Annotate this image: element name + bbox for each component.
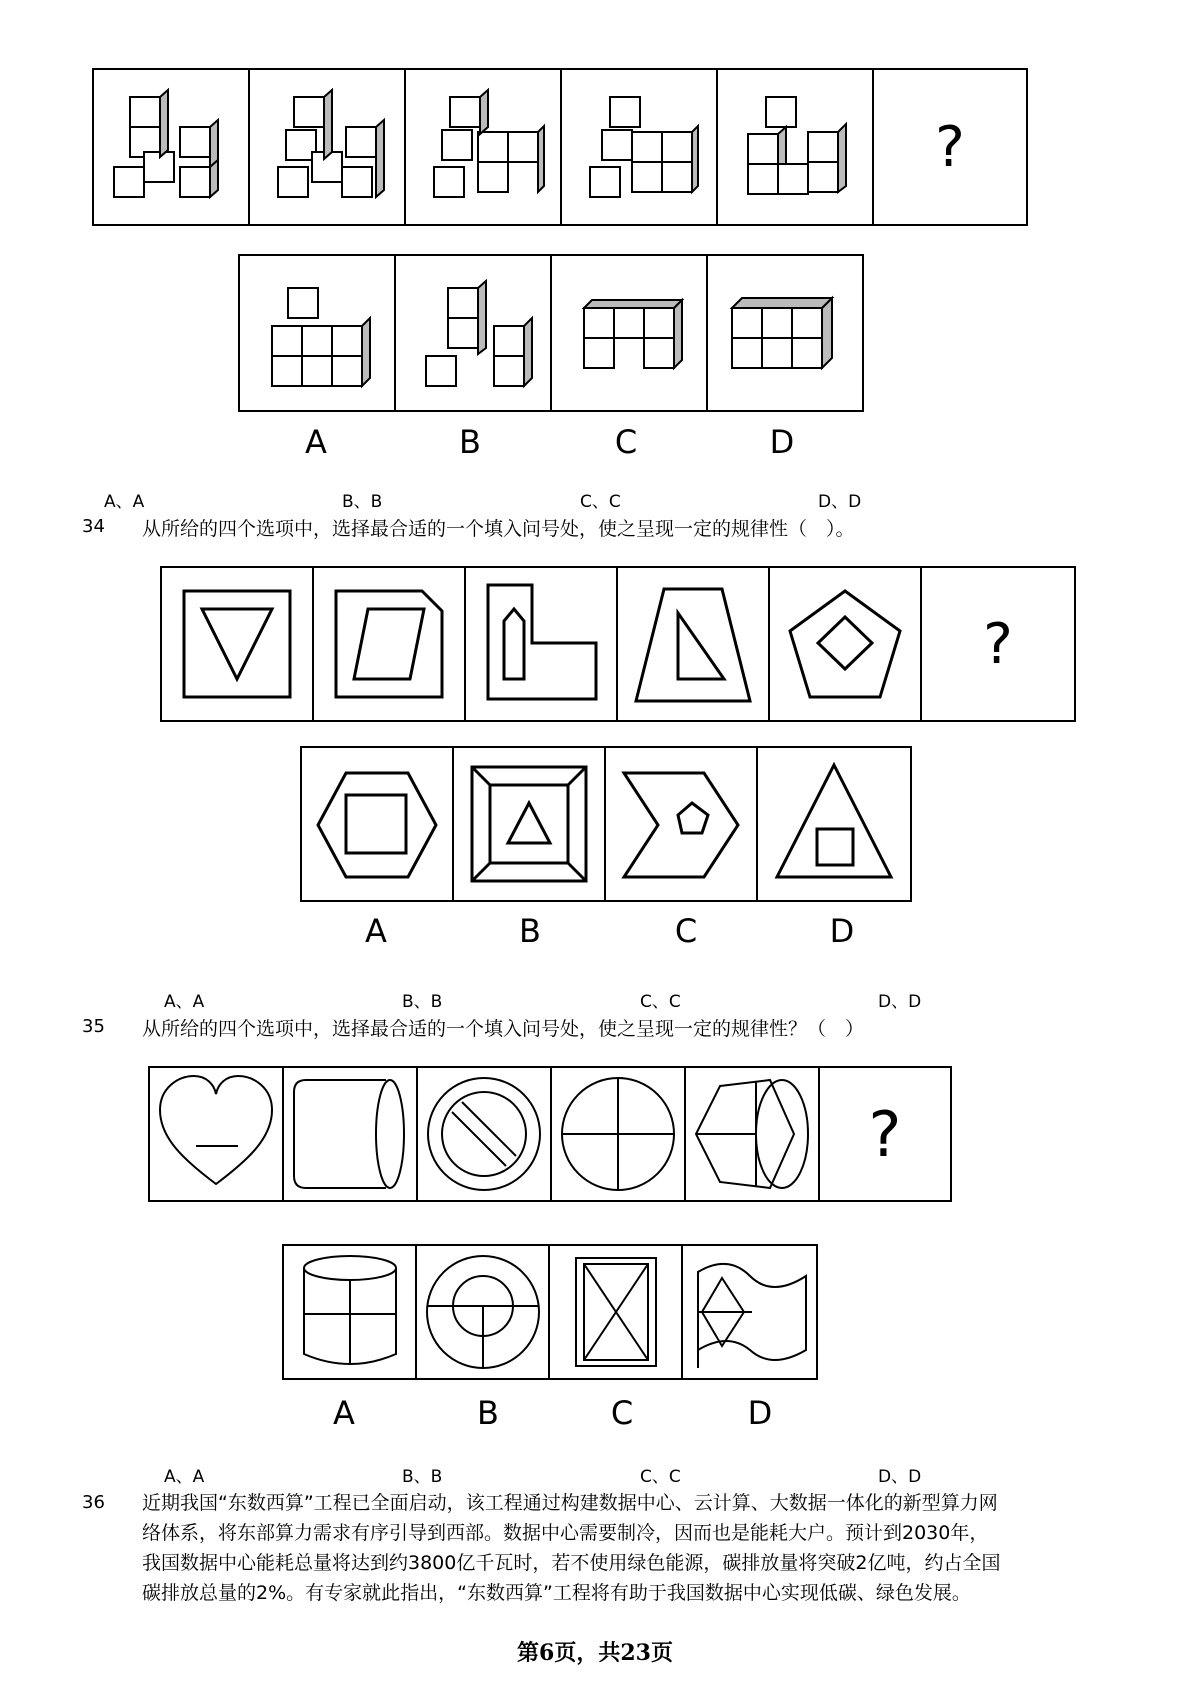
hexagon-cylinder-figure [690, 1072, 814, 1196]
cube-stack-figure [262, 82, 392, 212]
q35-question-strip [148, 1066, 952, 1202]
q33-question-cell [874, 70, 1026, 224]
q34-option-c-label: C [674, 912, 698, 950]
q33-figure-4 [562, 70, 718, 224]
q34-option-a-label: A [365, 912, 387, 950]
q33-option-c-figure[interactable] [552, 256, 708, 410]
cube-stack-figure [574, 82, 704, 212]
q34-question-cell [922, 568, 1074, 720]
q34-options-strip [300, 746, 912, 902]
q33-option-b-label: B [459, 423, 481, 461]
pentagon-parallelogram-figure [324, 579, 454, 709]
heart-figure [154, 1072, 278, 1196]
q34-option-a-figure[interactable] [302, 748, 454, 900]
cylinder-cross-figure [288, 1250, 412, 1374]
passage-line: 我国数据中心能耗总量将达到约3800亿千瓦时，若不使用绿色能源，碳排放量将突破2亿吨，约占全国 [142, 1552, 1001, 1574]
q34-option-d-figure[interactable] [758, 748, 910, 900]
q34-option-d-label: D [829, 912, 855, 950]
answer-choice-a[interactable]: A、A [164, 992, 205, 1012]
q35-option-b-figure[interactable] [417, 1246, 550, 1378]
passage-line: 近期我国“东数西算”工程已全面启动，该工程通过构建数据中心、云计算、大数据一体化的新型算力网 [142, 1492, 998, 1514]
q33-option-a-figure[interactable] [240, 256, 396, 410]
answer-choice-b[interactable]: B、B [402, 1467, 443, 1487]
hexagon-square-figure [312, 759, 442, 889]
q35-option-d-figure[interactable] [683, 1246, 816, 1378]
question-number: 34 [82, 516, 105, 537]
q33-options-strip [238, 254, 864, 412]
cube-stack-figure [730, 82, 860, 212]
q34-option-b-figure[interactable] [454, 748, 606, 900]
cube-stack-figure [252, 268, 382, 398]
q35-figure-3 [418, 1068, 552, 1200]
q34-figure-3 [466, 568, 618, 720]
q35-figure-1 [150, 1068, 284, 1200]
q33-option-d-figure[interactable] [708, 256, 858, 410]
answer-choice-a[interactable]: A、A [164, 1467, 205, 1487]
framed-square-triangle-figure [464, 759, 594, 889]
q33-option-d-label: D [769, 423, 795, 461]
square-triangle-figure [172, 579, 302, 709]
answer-choice-d[interactable]: D、D [878, 1467, 922, 1487]
cube-stack-figure [718, 268, 848, 398]
page-footer: 第6页，共23页 [517, 1640, 673, 1666]
cube-stack-figure [408, 268, 538, 398]
answer-choice-d[interactable]: D、D [878, 992, 922, 1012]
q35-option-d-label: D [747, 1394, 773, 1432]
answer-choice-b[interactable]: B、B [342, 492, 383, 512]
l-shape-figure [476, 579, 606, 709]
answer-choice-c[interactable]: C、C [580, 492, 621, 512]
cylinder-figure [288, 1072, 412, 1196]
question-passage [142, 1488, 1102, 1608]
question-text: 从所给的四个选项中，选择最合适的一个填入问号处，使之呈现一定的规律性（ ）。 [142, 518, 855, 540]
q33-figure-3 [406, 70, 562, 224]
passage-line: 碳排放总量的2%。有专家就此指出，“东数西算”工程将有助于我国数据中心实现低碳、绿色发展。 [142, 1582, 971, 1604]
cube-stack-figure [106, 82, 236, 212]
answer-choice-c[interactable]: C、C [640, 1467, 681, 1487]
q33-option-c-label: C [614, 423, 638, 461]
q34-figure-1 [162, 568, 314, 720]
q34-figure-2 [314, 568, 466, 720]
trapezoid-triangle-figure [628, 579, 758, 709]
box-x-figure [554, 1250, 678, 1374]
q35-options-strip [282, 1244, 818, 1380]
cube-stack-figure [564, 268, 694, 398]
q35-figure-5 [686, 1068, 820, 1200]
concentric-circle-figure [421, 1250, 545, 1374]
no-sign-figure [422, 1072, 546, 1196]
q34-question-strip [160, 566, 1076, 722]
q35-option-b-label: B [477, 1394, 499, 1432]
q35-option-a-label: A [333, 1394, 355, 1432]
question-mark: ? [868, 1097, 902, 1171]
passage-line: 络体系，将东部算力需求有序引导到西部。数据中心需要制冷，因而也是能耗大户。预计到2030年， [142, 1522, 989, 1544]
q34-option-c-figure[interactable] [606, 748, 758, 900]
q35-option-a-figure[interactable] [284, 1246, 417, 1378]
circle-cross-figure [556, 1072, 680, 1196]
answer-choice-a[interactable]: A、A [104, 492, 145, 512]
question-number: 36 [82, 1492, 105, 1513]
pentagon-diamond-figure [780, 579, 910, 709]
q35-figure-4 [552, 1068, 686, 1200]
flag-diamond-figure [688, 1250, 812, 1374]
q33-figure-1 [94, 70, 250, 224]
question-mark: ? [983, 611, 1013, 677]
q35-option-c-figure[interactable] [550, 1246, 683, 1378]
q34-figure-5 [770, 568, 922, 720]
q33-figure-5 [718, 70, 874, 224]
triangle-square-figure [769, 759, 899, 889]
q35-option-c-label: C [610, 1394, 634, 1432]
answer-choice-b[interactable]: B、B [402, 992, 443, 1012]
q33-option-a-label: A [305, 423, 327, 461]
q35-question-cell [820, 1068, 950, 1200]
q34-option-b-label: B [519, 912, 541, 950]
answer-choice-c[interactable]: C、C [640, 992, 681, 1012]
question-text: 从所给的四个选项中，选择最合适的一个填入问号处，使之呈现一定的规律性？（ ） [142, 1018, 865, 1040]
cube-stack-figure [418, 82, 548, 212]
q35-figure-2 [284, 1068, 418, 1200]
q33-figure-2 [250, 70, 406, 224]
chevron-pentagon-figure [616, 759, 746, 889]
q34-figure-4 [618, 568, 770, 720]
q33-option-b-figure[interactable] [396, 256, 552, 410]
question-number: 35 [82, 1016, 105, 1037]
answer-choice-d[interactable]: D、D [818, 492, 862, 512]
question-mark: ? [935, 114, 965, 180]
q33-question-strip [92, 68, 1028, 226]
